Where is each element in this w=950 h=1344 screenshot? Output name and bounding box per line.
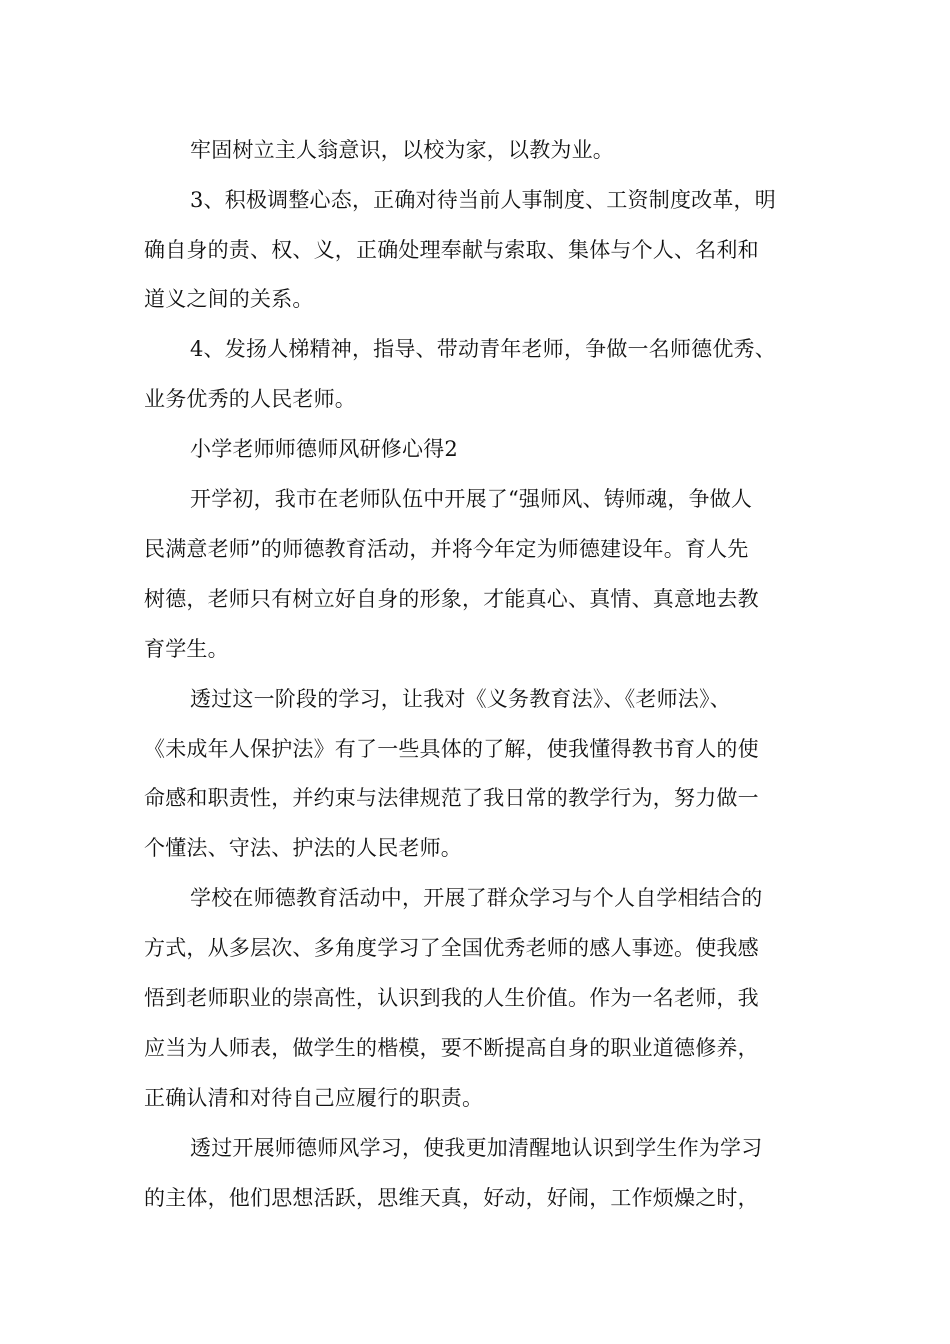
text-line: 的主体，他们思想活跃，思维天真，好动，好闹，工作烦燥之时，: [144, 1186, 759, 1210]
text-line: 透过这一阶段的学习，让我对《义务教育法》、《老师法》、: [190, 687, 731, 711]
text-line: 个懂法、守法、护法的人民老师。: [144, 836, 462, 860]
text-line: 正确认清和对待自己应履行的职责。: [144, 1086, 484, 1110]
text-line: 确自身的责、权、义，正确处理奉献与索取、集体与个人、名利和: [144, 238, 759, 262]
text-line: 民满意老师”的师德教育活动，并将今年定为师德建设年。育人先: [144, 537, 749, 561]
text-line: 学校在师德教育活动中，开展了群众学习与个人自学相结合的: [190, 886, 763, 910]
text-line: 透过开展师德师风学习，使我更加清醒地认识到学生作为学习: [190, 1136, 763, 1160]
text-line: 悟到老师职业的崇高性，认识到我的人生价值。作为一名老师，我: [144, 986, 759, 1010]
text-line: 4、发扬人梯精神，指导、带动青年老师，争做一名师德优秀、: [190, 337, 776, 361]
text-line: 业务优秀的人民老师。: [144, 387, 356, 411]
text-line: 道义之间的关系。: [144, 287, 314, 311]
text-line: 应当为人师表，做学生的楷模，要不断提高自身的职业道德修养，: [144, 1036, 759, 1060]
text-line: 开学初，我市在老师队伍中开展了“强师风、铸师魂，争做人: [190, 487, 753, 511]
text-line: 树德，老师只有树立好自身的形象，才能真心、真情、真意地去教: [144, 587, 759, 611]
text-line: 方式，从多层次、多角度学习了全国优秀老师的感人事迹。使我感: [144, 936, 759, 960]
text-line: 《未成年人保护法》有了一些具体的了解，使我懂得教书育人的使: [144, 737, 759, 761]
section-heading: 小学老师师德师风研修心得2: [190, 437, 458, 461]
text-line: 牢固树立主人翁意识，以校为家，以教为业。: [190, 138, 614, 162]
text-line: 命感和职责性，并约束与法律规范了我日常的教学行为，努力做一: [144, 786, 759, 810]
text-line: 3、积极调整心态，正确对待当前人事制度、工资制度改革，明: [190, 188, 776, 212]
text-line: 育学生。: [144, 637, 229, 661]
